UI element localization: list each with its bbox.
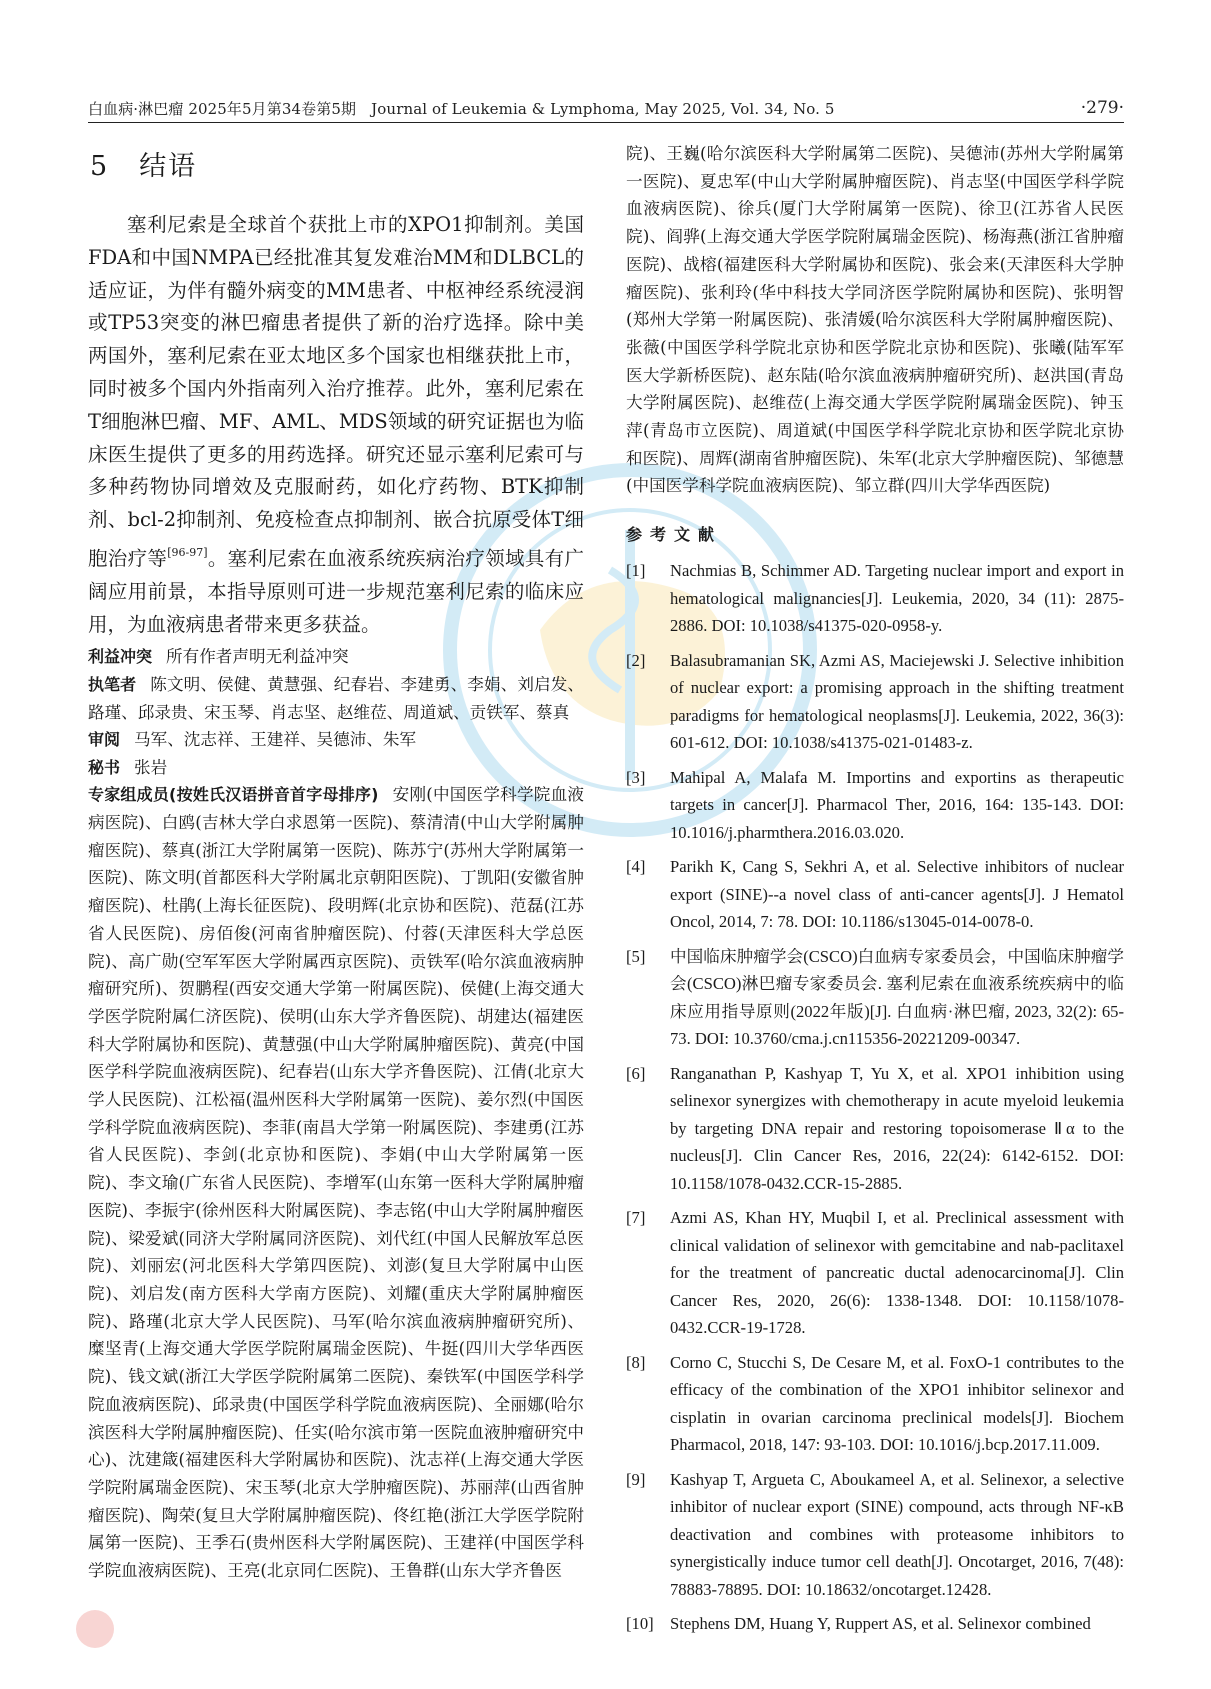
- secretary-label: 秘书: [88, 757, 121, 777]
- reference-text: Stephens DM, Huang Y, Ruppert AS, et al. Selinexor combined: [670, 1614, 1091, 1634]
- reference-index: [1]: [626, 561, 646, 581]
- experts-paragraph: [88, 781, 584, 1584]
- reference-text: Parikh K, Cang S, Sekhri A, et al. Selective inhibitors of nuclear export (SINE)--a novel class of anti-cancer agents[J]. J Hematol Oncol, 2014, 7: 78. DOI: 10.1186/s13045-014-0078-0.: [670, 857, 1124, 932]
- reference-index: [2]: [626, 650, 646, 670]
- reference-index: [10]: [626, 1614, 654, 1634]
- experts-continued: 院)、王巍(哈尔滨医科大学附属第二医院)、吴德沛(苏州大学附属第一医院)、夏忠军(中山大学附属肿瘤医院)、肖志坚(中国医学科学院血液病医院)、徐兵(厦门大学附属第一医院)、徐卫(江苏省人民医院)、阎骅(上海交通大学医学院附属瑞金医院)、杨海燕(浙江省肿瘤医院)、战榕(福建医科大学附属协和医院)、张会来(天津医科大学肿瘤医院)、张利玲(华中科技大学同济医学院附属协和医院)、张明智(郑州大学第一附属医院)、张清媛(哈尔滨医科大学附属肿瘤医院)、张薇(中国医学科学院北京协和医学院北京协和医院)、张曦(陆军军医大学新桥医院)、赵东陆(哈尔滨血液病肿瘤研究所)、赵洪国(青岛大学附属医院)、赵维莅(上海交通大学医学院附属瑞金医院)、钟玉萍(青岛市立医院)、周道斌(中国医学科学院北京协和医学院北京协和医院)、周辉(湖南省肿瘤医院)、朱军(北京大学肿瘤医院)、邹德慧(中国医学科学院血液病医院)、邹立群(四川大学华西医院): [626, 144, 1124, 496]
- page-number: ·279·: [1080, 98, 1124, 118]
- reference-item: [626, 943, 1124, 1053]
- reference-item: [626, 1349, 1124, 1459]
- experts-label: 专家组成员(按姓氏汉语拼音首字母排序): [88, 785, 379, 805]
- section-heading: [90, 144, 584, 183]
- conclusion-paragraph: [88, 209, 584, 641]
- reference-item: [626, 1060, 1124, 1198]
- section-number: 5: [90, 151, 110, 182]
- writers-label: 执笔者: [88, 674, 137, 694]
- conflict-text: 所有作者声明无利益冲突: [166, 647, 349, 667]
- conclusion-text-end: 。塞利尼索在血液系统疾病治疗领域具有广阔应用前景，本指导原则可进一步规范塞利尼索的临床应用，为血液病患者带来更多获益。: [88, 546, 584, 636]
- reference-item: [626, 1204, 1124, 1342]
- conflict-line: [88, 643, 584, 671]
- secretary-line: [88, 754, 584, 782]
- reference-item: [626, 853, 1124, 936]
- reference-text: Corno C, Stucchi S, De Cesare M, et al. FoxO-1 contributes to the efficacy of the combination of the XPO1 inhibitor selinexor and cisplatin in ovarian carcinoma preclinical models[J]. Biochem Pharmacol, 2018, 147: 93-103. DOI: 10.1016/j.bcp.2017.11.009.: [670, 1352, 1124, 1455]
- page-header: [88, 98, 1124, 123]
- experts-text-left: 安刚(中国医学科学院血液病医院)、白鸥(吉林大学白求恩第一医院)、蔡清清(中山大学附属肿瘤医院)、蔡真(浙江大学附属第一医院)、陈苏宁(苏州大学附属第一医院)、陈文明(首都医科大学附属北京朝阳医院)、丁凯阳(安徽省肿瘤医院)、杜鹃(上海长征医院)、段明辉(北京协和医院)、范磊(江苏省人民医院)、房佰俊(河南省肿瘤医院)、付蓉(天津医科大学总医院)、高广勋(空军军医大学附属西京医院)、贡铁军(哈尔滨血液病肿瘤研究所)、贺鹏程(西安交通大学第一附属医院)、侯健(上海交通大学医学院附属仁济医院)、侯明(山东大学齐鲁医院)、胡建达(福建医科大学附属协和医院)、黄慧强(中山大学附属肿瘤医院)、黄亮(中国医学科学院血液病医院)、纪春岩(山东大学齐鲁医院)、江倩(北京大学人民医院)、江松福(温州医科大学附属第一医院)、姜尔烈(中国医学科学院血液病医院)、李菲(南昌大学第一附属医院)、李建勇(江苏省人民医院)、李剑(北京协和医院)、李娟(中山大学附属第一医院)、李文瑜(广东省人民医院)、李增军(山东第一医科大学附属肿瘤医院)、李振宇(徐州医科大附属医院)、李志铭(中山大学附属肿瘤医院)、梁爱斌(同济大学附属同济医院)、刘代红(中国人民解放军总医院)、刘丽宏(河北医科大学第四医院)、刘澎(复旦大学附属中山医院)、刘启发(南方医科大学南方医院)、刘耀(重庆大学附属肿瘤医院)、路瑾(北京大学人民医院)、马军(哈尔滨血液病肿瘤研究所)、糜坚青(上海交通大学医学院附属瑞金医院)、牛挺(四川大学华西医院)、钱文斌(浙江大学医学院附属第二医院)、秦铁军(中国医学科学院血液病医院)、邱录贵(中国医学科学院血液病医院)、全丽娜(哈尔滨医科大学附属肿瘤医院)、任实(哈尔滨市第一医院血液肿瘤研究中心)、沈建箴(福建医科大学附属协和医院)、沈志祥(上海交通大学医学院附属瑞金医院)、宋玉琴(北京大学肿瘤医院)、苏丽萍(山西省肿瘤医院)、陶荣(复旦大学附属肿瘤医院)、佟红艳(浙江大学医学院附属第一医院)、王季石(贵州医科大学附属医院)、王建祥(中国医学科学院血液病医院)、王亮(北京同仁医院)、王鲁群(山东大学齐鲁医: [88, 785, 584, 1581]
- conflict-label: 利益冲突: [88, 647, 153, 667]
- reference-item: [626, 1466, 1124, 1604]
- reference-index: [8]: [626, 1352, 646, 1372]
- conclusion-text: 塞利尼索是全球首个获批上市的XPO1抑制剂。美国FDA和中国NMPA已经批准其复发难治MM和DLBCL的适应证，为伴有髓外病变的MM患者、中枢神经系统浸润或TP53突变的淋巴瘤患者提供了新的治疗选择。除中美两国外，塞利尼索在亚太地区多个国家也相继获批上市，同时被多个国内外指南列入治疗推荐。此外，塞利尼索在T细胞淋巴瘤、MF、AML、MDS领域的研究证据也为临床医生提供了更多的用药选择。研究还显示塞利尼索可与多种药物协同增效及克服耐药，如化疗药物、BTK抑制剂、bcl-2抑制剂、免疫检查点抑制剂、嵌合抗原受体T细胞治疗等: [88, 213, 584, 570]
- reference-item: [626, 647, 1124, 757]
- reference-text: Mahipal A, Malafa M. Importins and exportins as therapeutic targets in cancer[J]. Pharmacol Ther, 2016, 164: 135-143. DOI: 10.1016/j.pharmthera.2016.03.020.: [670, 767, 1124, 842]
- reference-index: [6]: [626, 1063, 646, 1083]
- reference-index: [4]: [626, 857, 646, 877]
- red-stamp-mark: [76, 1610, 114, 1648]
- secretary-text: 张岩: [134, 757, 168, 777]
- right-column: [626, 140, 1124, 1645]
- section-title: 结语: [139, 151, 198, 182]
- author-info: [88, 643, 584, 1584]
- reference-item: [626, 557, 1124, 640]
- reference-text: 中国临床肿瘤学会(CSCO)白血病专家委员会，中国临床肿瘤学会(CSCO)淋巴瘤专家委员会. 塞利尼索在血液系统疾病中的临床应用指导原则(2022年版)[J]. 白血病·淋巴瘤, 2023, 32(2): 65-73. DOI: 10.3760/cma.j.cn115356-20221209-00347.: [670, 946, 1124, 1049]
- citation-link[interactable]: [96-97]: [167, 545, 208, 559]
- reference-text: Balasubramanian SK, Azmi AS, Maciejewski J. Selective inhibition of nuclear export: a promising approach in the shifting treatment paradigms for hematological neoplasms[J]. Leukemia, 2022, 36(3): 601-612. DOI: 10.1038/s41375-021-01483-z.: [670, 650, 1124, 753]
- reference-text: Azmi AS, Khan HY, Muqbil I, et al. Preclinical assessment with clinical validation of selinexor with gemcitabine and nab-paclitaxel for the treatment of pancreatic ductal adenocarcinoma[J]. Clin Cancer Res, 2020, 26(6): 1338-1348. DOI: 10.1158/1078-0432.CCR-19-1728.: [670, 1208, 1124, 1338]
- reference-text: Nachmias B, Schimmer AD. Targeting nuclear import and export in hematological malignancies[J]. Leukemia, 2020, 34 (11): 2875-2886. DOI: 10.1038/s41375-020-0958-y.: [670, 561, 1124, 636]
- reference-text: Ranganathan P, Kashyap T, Yu X, et al. XPO1 inhibition using selinexor synergizes with chemotherapy in acute myeloid leukemia by targeting DNA repair and restoring topoisomerase Ⅱα to the nucleus[J]. Clin Cancer Res, 2016, 22(24): 6142-6152. DOI: 10.1158/1078-0432.CCR-15-2885.: [670, 1063, 1124, 1193]
- reference-text: Kashyap T, Argueta C, Aboukameel A, et al. Selinexor, a selective inhibitor of nuclear export (SINE) compound, acts through NF-κB deactivation and combines with proteasome inhibitors to synergistically induce tumor cell death[J]. Oncotarget, 2016, 7(48): 78883-78895. DOI: 10.18632/oncotarget.12428.: [670, 1469, 1124, 1599]
- reference-list: [626, 557, 1124, 1638]
- review-label: 审阅: [88, 730, 121, 750]
- references-heading: 参考文献: [626, 525, 723, 545]
- reference-index: [3]: [626, 767, 646, 787]
- reference-item: [626, 1610, 1124, 1638]
- reference-index: [7]: [626, 1208, 646, 1228]
- writers-line: [88, 671, 584, 726]
- review-text: 马军、沈志祥、王建祥、吴德沛、朱军: [134, 730, 417, 750]
- reference-index: [5]: [626, 946, 646, 966]
- journal-header: 白血病·淋巴瘤 2025年5月第34卷第5期 Journal of Leukemia & Lymphoma, May 2025, Vol. 34, No. 5: [88, 100, 835, 118]
- reference-item: [626, 764, 1124, 847]
- reference-index: [9]: [626, 1469, 646, 1489]
- writers-text: 陈文明、侯健、黄慧强、纪春岩、李建勇、李娟、刘启发、路瑾、邱录贵、宋玉琴、肖志坚、赵维莅、周道斌、贡铁军、蔡真: [88, 674, 584, 722]
- left-column: [88, 136, 584, 1585]
- review-line: [88, 726, 584, 754]
